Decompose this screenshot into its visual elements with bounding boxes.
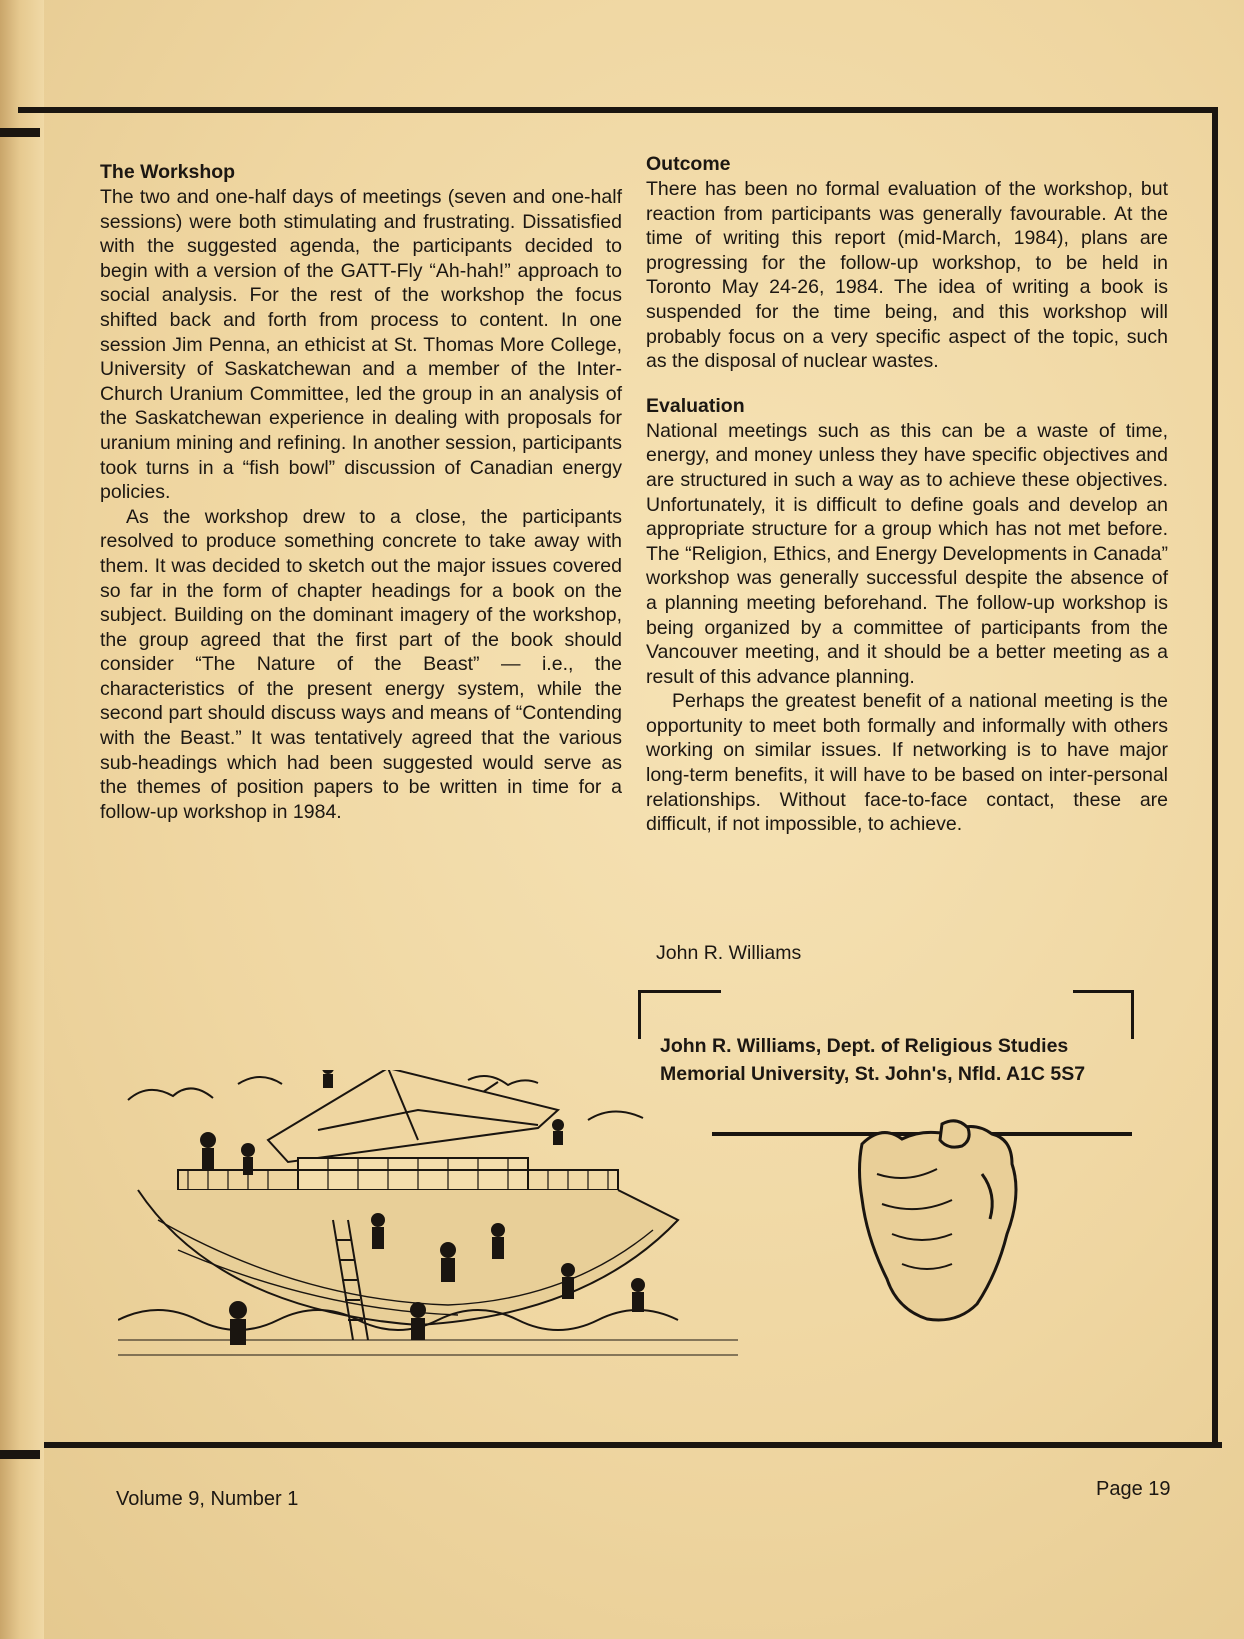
- outcome-heading: Outcome: [646, 153, 731, 175]
- ark-illustration: [118, 1070, 738, 1370]
- evaluation-paragraph-1: National meetings such as this can be a waste of time, energy, and money unless they have specific objectives and are structured in such a way as to achieve these objectives. Unfortunately, it is difficult to define goals and develop an appropriate structure for a group which has not met before. The “Religion, Ethics, and Energy Developments in Canada” workshop was generally successful despite the absence of a planning meeting beforehand. The follow-up workshop is being organized by a committee of participants from the Vancouver meeting, and it should be a better meeting as a result of this advance planning.: [646, 419, 1168, 688]
- author-line-2: Memorial University, St. John's, Nfld. A1C 5S7: [660, 1063, 1086, 1085]
- left-column: [100, 160, 622, 824]
- issue-volume: Volume 9, Number 1: [116, 1488, 299, 1510]
- binding-rule-bottom: [0, 1450, 40, 1459]
- author-line-1: John R. Williams, Dept. of Religious Studies: [660, 1035, 1069, 1057]
- workshop-paragraph-1: The two and one-half days of meetings (seven and one-half sessions) were both stimulating and frustrating. Dissatisfied with the suggested agenda, the participants decided to begin with a version of the GATT-Fly “Ah-hah!” approach to social analysis. For the rest of the workshop the focus shifted back and forth from process to content. In one session Jim Penna, an ethicist at St. Thomas More College, University of Saskatchewan and a member of the Inter-Church Uranium Committee, led the group in an analysis of the Saskatchewan experience in dealing with proposals for uranium mining and refining. In another session, participants took turns in a “fish bowl” discussion of Canadian energy policies.: [100, 186, 622, 504]
- hand-holding-line: [712, 1114, 1132, 1324]
- workshop-heading: The Workshop: [100, 161, 236, 183]
- evaluation-heading: Evaluation: [646, 394, 745, 417]
- outcome-paragraph: There has been no formal evaluation of the workshop, but reaction from participants was generally favourable. At the time of writing this report (mid-March, 1984), plans are progressing for the follow-up workshop, to be held in Toronto May 24-26, 1984. The idea of writing a book is suspended for the time being, and this workshop will probably focus on a very specific aspect of the topic, such as the disposal of nuclear wastes.: [646, 178, 1168, 373]
- section-gap: [646, 374, 1168, 394]
- evaluation-paragraph-2: Perhaps the greatest benefit of a national meeting is the opportunity to meet both formally and informally with others working on similar issues. If networking is to have major long-term benefits, it will have to be based on inter-personal relationships. Without face-to-face contact, these are difficult, if not impossible, to achieve.: [646, 690, 1168, 836]
- workshop-paragraph-2: As the workshop drew to a close, the participants resolved to produce something concrete to take away with them. It was decided to sketch out the major issues covered so far in the form of chapter headings for a book on the subject. Building on the dominant imagery of the workshop, the group agreed that the first part of the book should consider “The Nature of the Beast” — i.e., the characteristics of the present energy system, while the second part should discuss ways and means of “Contending with the Beast.” It was tentatively agreed that the various sub-headings which had been suggested would serve as the themes of position papers to be written in time for a follow-up workshop in 1984.: [100, 505, 622, 823]
- right-column: [646, 152, 1168, 837]
- signature: John R. Williams: [656, 942, 802, 964]
- page-number: Page 19: [1096, 1478, 1171, 1500]
- bottom-rule: [44, 1442, 1222, 1448]
